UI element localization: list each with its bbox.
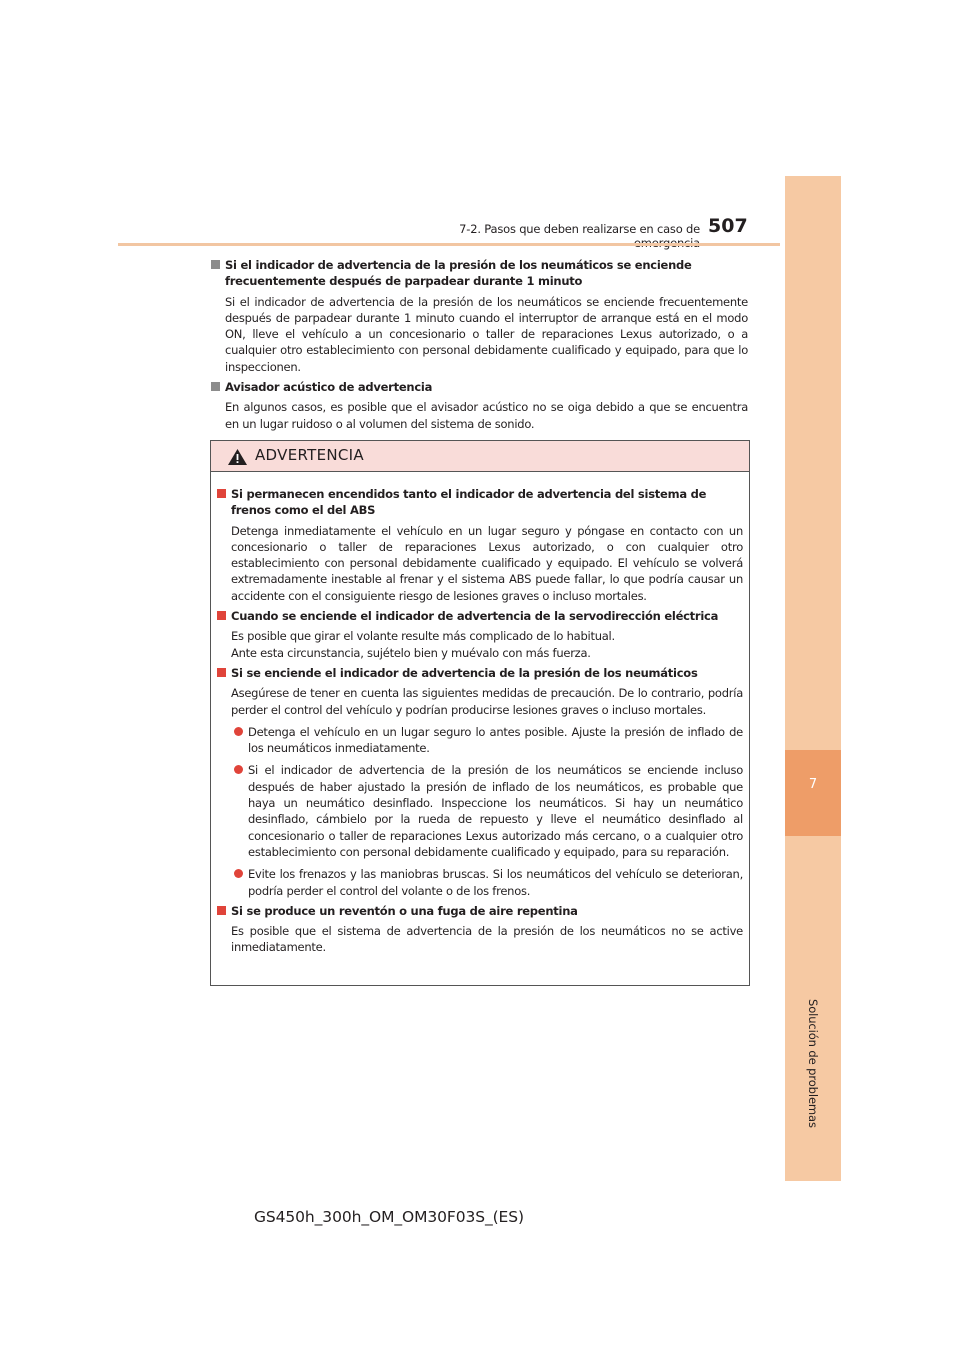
warning-paragraph-line: Ante esta circunstancia, sujételo bien y muévalo con más fuerza.	[231, 645, 591, 660]
circle-bullet-icon	[234, 869, 243, 878]
header-divider	[118, 243, 780, 246]
warning-title: ADVERTENCIA	[255, 446, 364, 464]
section-heading-text: Si el indicador de advertencia de la presión de los neumáticos se enciende frecuentemente después de parpadear durante 1 minuto	[225, 258, 692, 289]
warning-item-heading	[217, 665, 743, 681]
square-bullet-icon	[217, 489, 226, 498]
warning-body	[211, 472, 749, 956]
chapter-side-tab	[785, 176, 841, 1181]
warning-header	[211, 441, 749, 472]
chapter-number-box	[785, 750, 841, 836]
square-bullet-icon	[211, 260, 220, 269]
section-heading-text: Avisador acústico de advertencia	[225, 380, 433, 395]
warning-heading-text: Si se enciende el indicador de advertencia de la presión de los neumáticos	[231, 665, 698, 680]
warning-triangle-icon	[228, 449, 247, 465]
chapter-title-vertical: Solución de problemas	[806, 999, 820, 1128]
header-section-title: 7-2. Pasos que deben realizarse en caso de	[459, 222, 700, 236]
main-content	[211, 257, 748, 432]
section-heading	[211, 379, 748, 395]
warning-bullet-item	[234, 724, 743, 757]
warning-paragraph	[231, 628, 743, 661]
warning-item-heading	[217, 486, 743, 519]
warning-paragraph-line: Es posible que girar el volante resulte más complicado de lo habitual.	[231, 629, 615, 644]
chapter-number: 7	[808, 777, 818, 792]
warning-heading-text: Cuando se enciende el indicador de advertencia de la servodirección eléctrica	[231, 609, 719, 624]
section-paragraph: En algunos casos, es posible que el avisador acústico no se oiga debido a que se encuentra en un lugar ruidoso o al volumen del sistema de sonido.	[225, 400, 748, 431]
section-heading	[211, 257, 748, 290]
square-bullet-icon	[211, 382, 220, 391]
warning-item-heading	[217, 608, 743, 624]
warning-bullet-text: Si el indicador de advertencia de la presión de los neumáticos se enciende incluso después de haber ajustado la presión de inflado de los neumáticos, es probable que haya un neumático desinflado. Inspeccione los neumáticos. Si hay un neumático desinflado, cámbielo por la rueda de repuesto y lleve el neumático desinflado al concesionario o taller de reparaciones Lexus autorizado más cercano, o a cualquier otro establecimiento con personal debidamente cualificado y equipado, para su reparación.	[248, 763, 743, 859]
warning-bullet-text: Evite los frenazos y las maniobras bruscas. Si los neumáticos del vehículo se deterioran, podría perder el control del volante o de los frenos.	[248, 867, 743, 898]
document-code-footer: GS450h_300h_OM_OM30F03S_(ES)	[254, 1208, 524, 1226]
warning-item-heading	[217, 903, 743, 919]
warning-heading-text: Si permanecen encendidos tanto el indicador de advertencia del sistema de frenos como el del ABS	[231, 487, 707, 518]
square-bullet-icon	[217, 611, 226, 620]
circle-bullet-icon	[234, 765, 243, 774]
warning-heading-text: Si se produce un reventón o una fuga de aire repentina	[231, 903, 578, 918]
warning-bullet-item	[234, 866, 743, 899]
page-number: 507	[708, 215, 748, 237]
square-bullet-icon	[217, 906, 226, 915]
circle-bullet-icon	[234, 727, 243, 736]
warning-paragraph: Detenga inmediatamente el vehículo en un lugar seguro y póngase en contacto con un concesionario o taller de reparaciones Lexus autorizado, o con cualquier otro establecimiento con personal debidamente cualificado y equipado. El vehículo se volverá extremadamente inestable al frenar y el sistema ABS puede fallar, lo que podría causar un accidente con el consiguiente riesgo de lesiones graves o incluso mortales.	[231, 523, 743, 603]
warning-paragraph: Asegúrese de tener en cuenta las siguientes medidas de precaución. De lo contrario, podría perder el control del vehículo y podrían producirse lesiones graves o incluso mortales.	[231, 686, 743, 717]
section-paragraph: Si el indicador de advertencia de la presión de los neumáticos se enciende frecuentemente después de parpadear durante 1 minuto cuando el interruptor de arranque está en el modo ON, lleve el vehículo a un concesionario o taller de reparaciones Lexus autorizado, o a cualquier otro establecimiento con personal debidamente cualificado y equipado, para que lo inspeccionen.	[225, 294, 748, 374]
warning-paragraph: Es posible que el sistema de advertencia de la presión de los neumáticos no se active inmediatamente.	[231, 924, 743, 955]
warning-box	[210, 440, 750, 986]
square-bullet-icon	[217, 668, 226, 677]
warning-bullet-item	[234, 762, 743, 860]
warning-bullet-text: Detenga el vehículo en un lugar seguro lo antes posible. Ajuste la presión de inflado de los neumáticos inmediatamente.	[248, 724, 743, 756]
